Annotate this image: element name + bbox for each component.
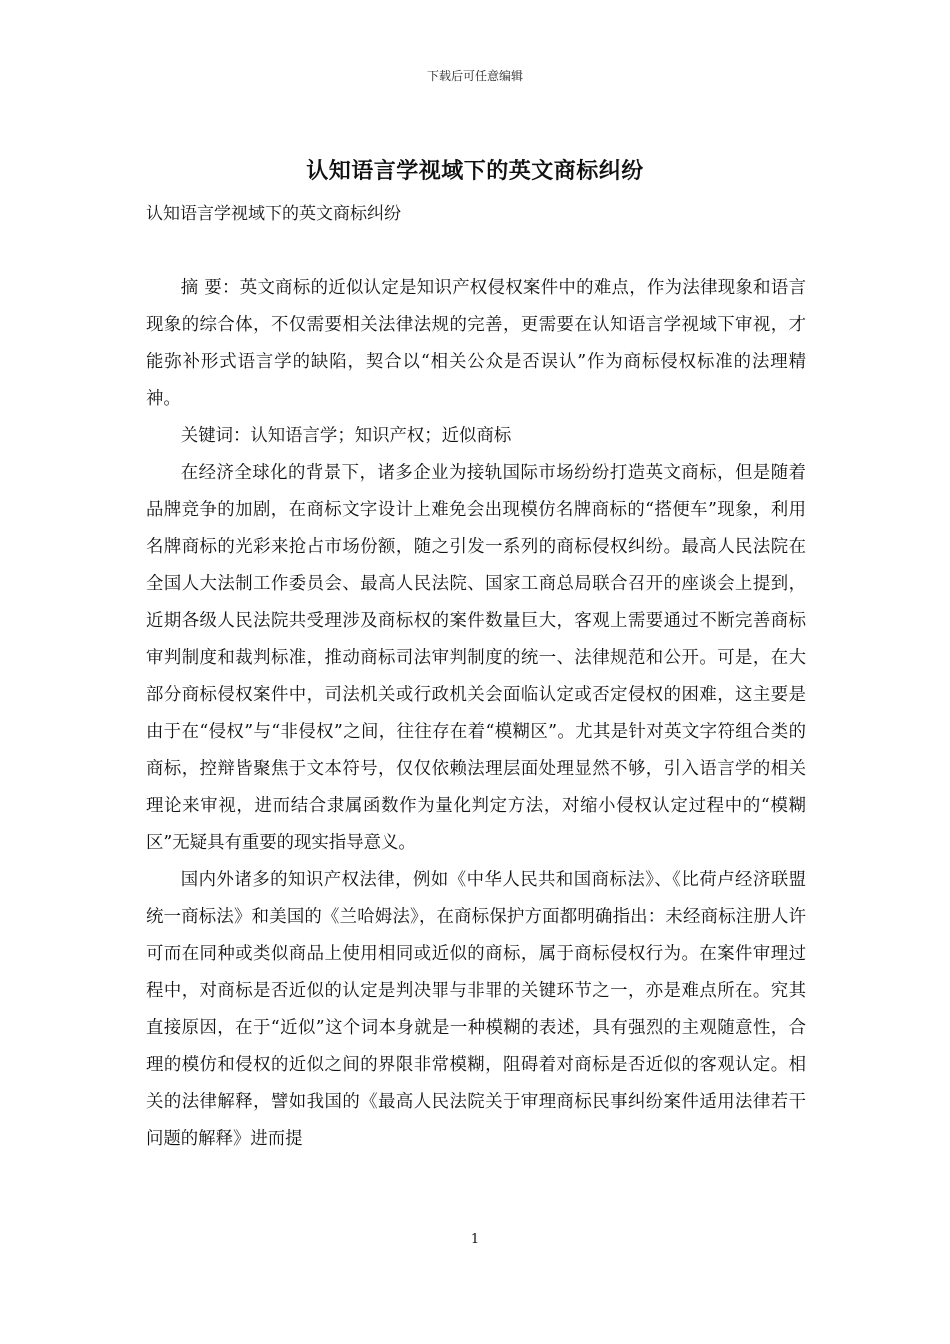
document-subtitle: 认知语言学视域下的英文商标纠纷 xyxy=(146,204,401,224)
document-title: 认知语言学视域下的英文商标纠纷 xyxy=(306,158,644,184)
document-body xyxy=(146,270,806,1158)
body-paragraph: 在经济全球化的背景下，诸多企业为接轨国际市场纷纷打造英文商标，但是随着品牌竞争的加剧，在商标文字设计上难免会出现模仿名牌商标的“搭便车”现象，利用名牌商标的光彩来抢占市场份额，随之引发一系列的商标侵权纠纷。最高人民法院在全国人大法制工作委员会、最高人民法院、国家工商总局联合召开的座谈会上提到，近期各级人民法院共受理涉及商标权的案件数量巨大，客观上需要通过不断完善商标审判制度和裁判标准，推动商标司法审判制度的统一、法律规范和公开。可是，在大部分商标侵权案件中，司法机关或行政机关会面临认定或否定侵权的困难，这主要是由于在“侵权”与“非侵权”之间，往往存在着“模糊区”。尤其是针对英文字符组合类的商标，控辩皆聚焦于文本符号，仅仅依赖法理层面处理显然不够，引入语言学的相关理论来审视，进而结合隶属函数作为量化判定方法，对缩小侵权认定过程中的“模糊区”无疑具有重要的现实指导意义。 xyxy=(146,463,806,853)
page-number: 1 xyxy=(470,1232,480,1247)
header-note: 下载后可任意编辑 xyxy=(426,69,523,83)
body-paragraph: 国内外诸多的知识产权法律，例如《中华人民共和国商标法》、《比荷卢经济联盟统一商标法》和美国的《兰哈姆法》，在商标保护方面都明确指出：未经商标注册人许可而在同种或类似商品上使用相同或近似的商标，属于商标侵权行为。在案件审理过程中，对商标是否近似的认定是判决罪与非罪的关键环节之一，亦是难点所在。究其直接原因，在于“近似”这个词本身就是一种模糊的表述，具有强烈的主观随意性，合理的模仿和侵权的近似之间的界限非常模糊，阻碍着对商标是否近似的客观认定。相关的法律解释，譬如我国的《最高人民法院关于审理商标民事纠纷案件适用法律若干问题的解释》进而提 xyxy=(146,870,806,1149)
keywords-paragraph: 关键词：认知语言学；知识产权；近似商标 xyxy=(180,426,512,446)
abstract-paragraph: 摘 要：英文商标的近似认定是知识产权侵权案件中的难点，作为法律现象和语言现象的综合体，不仅需要相关法律法规的完善，更需要在认知语言学视域下审视，才能弥补形式语言学的缺陷，契合以“相关公众是否误认”作为商标侵权标准的法理精神。 xyxy=(146,278,806,409)
